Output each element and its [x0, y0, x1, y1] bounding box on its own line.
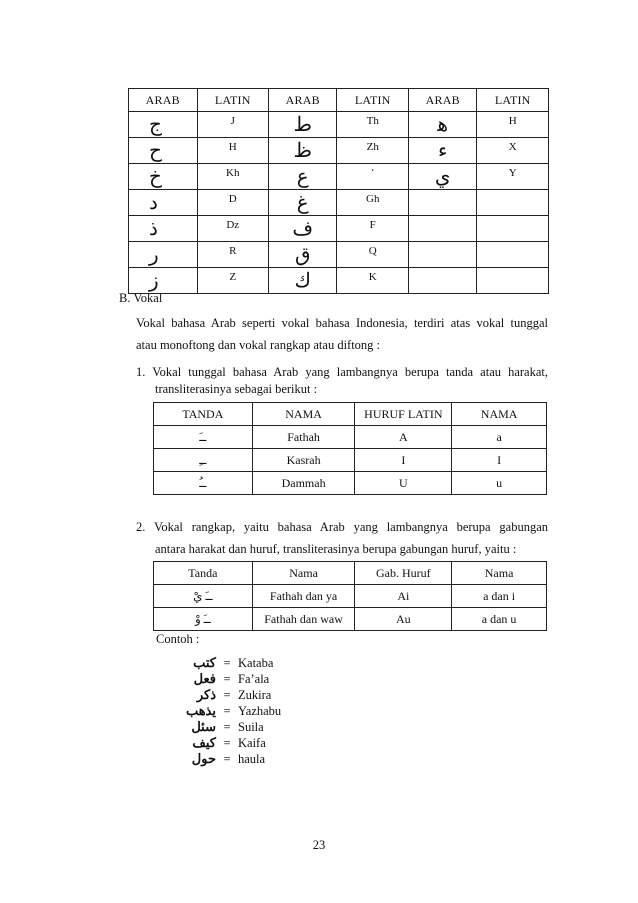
example-item	[170, 671, 269, 687]
table-row	[129, 138, 549, 164]
latin-cell: A	[355, 426, 452, 449]
equals-sign: =	[223, 720, 231, 734]
arabic-cell: ء	[408, 138, 477, 164]
name-cell: a dan i	[452, 585, 547, 608]
latin-cell: K	[337, 268, 408, 294]
table-row	[154, 426, 547, 449]
consonant-table	[128, 88, 549, 294]
empty-cell	[408, 190, 477, 216]
latin-cell: H	[477, 112, 549, 138]
latin-cell: I	[355, 449, 452, 472]
arabic-cell: ج	[129, 112, 198, 138]
harakat-cell: ــِ	[154, 449, 253, 472]
item-2-line-2: antara harakat dan huruf, transliterasinya berupa gabungan huruf, yaitu :	[155, 542, 517, 556]
example-latin: Yazhabu	[238, 704, 282, 718]
arabic-cell: ذ	[129, 216, 198, 242]
header-latin-1: LATIN	[197, 89, 268, 112]
example-latin: Kaifa	[238, 736, 266, 750]
empty-cell	[477, 190, 549, 216]
example-arabic: كتب	[193, 655, 216, 670]
name-cell: I	[452, 449, 547, 472]
header-nama-2: Nama	[452, 562, 547, 585]
name-cell: u	[452, 472, 547, 495]
header-arab-3: ARAB	[408, 89, 477, 112]
latin-cell: J	[197, 112, 268, 138]
diphthong-table-header	[154, 562, 547, 585]
latin-cell: Au	[355, 608, 452, 631]
table-row	[154, 585, 547, 608]
arabic-cell: ز	[129, 268, 198, 294]
equals-sign: =	[223, 656, 231, 670]
arabic-cell: ك	[268, 268, 337, 294]
name-cell: Kasrah	[252, 449, 355, 472]
empty-cell	[477, 242, 549, 268]
table-row	[129, 268, 549, 294]
arabic-cell: ق	[268, 242, 337, 268]
arabic-cell: ط	[268, 112, 337, 138]
table-row	[129, 216, 549, 242]
equals-sign: =	[223, 704, 231, 718]
example-item	[170, 655, 273, 671]
name-cell: Fathah dan ya	[252, 585, 355, 608]
single-vowel-table-header	[154, 403, 547, 426]
header-nama-2: NAMA	[452, 403, 547, 426]
example-arabic: يذهب	[185, 703, 216, 718]
table-row	[154, 472, 547, 495]
latin-cell: Z	[197, 268, 268, 294]
intro-line-2: atau monoftong dan vokal rangkap atau diftong :	[136, 338, 381, 352]
example-arabic: ذكر	[196, 687, 216, 702]
latin-cell: X	[477, 138, 549, 164]
arabic-cell: ر	[129, 242, 198, 268]
latin-cell: H	[197, 138, 268, 164]
example-latin: Fa’ala	[238, 672, 270, 686]
diphthong-table	[153, 561, 547, 631]
arabic-cell: ﮬ	[408, 112, 477, 138]
example-latin: Suila	[238, 720, 264, 734]
header-nama: Nama	[252, 562, 355, 585]
latin-cell: Y	[477, 164, 549, 190]
example-arabic: فعل	[193, 671, 216, 686]
latin-cell: Dz	[197, 216, 268, 242]
example-arabic: كيف	[192, 735, 216, 750]
latin-cell: U	[355, 472, 452, 495]
single-vowel-table	[153, 402, 547, 495]
latin-cell: '	[337, 164, 408, 190]
example-item	[170, 735, 266, 751]
equals-sign: =	[223, 752, 231, 766]
table-row	[154, 449, 547, 472]
example-latin: Zukira	[238, 688, 272, 702]
name-cell: Dammah	[252, 472, 355, 495]
harakat-cell: ــَ وْ	[154, 608, 253, 631]
header-arab-1: ARAB	[129, 89, 198, 112]
latin-cell: Zh	[337, 138, 408, 164]
contoh-label: Contoh :	[156, 632, 200, 646]
header-nama: NAMA	[252, 403, 355, 426]
header-tanda: Tanda	[154, 562, 253, 585]
harakat-cell: ــَ يْ	[154, 585, 253, 608]
arabic-cell: ي	[408, 164, 477, 190]
name-cell: a dan u	[452, 608, 547, 631]
example-item	[170, 719, 264, 735]
latin-cell: Q	[337, 242, 408, 268]
equals-sign: =	[223, 688, 231, 702]
header-latin-3: LATIN	[477, 89, 549, 112]
arabic-cell: غ	[268, 190, 337, 216]
example-latin: Kataba	[238, 656, 274, 670]
example-item	[170, 703, 281, 719]
harakat-cell: ــَ	[154, 426, 253, 449]
example-latin: haula	[238, 752, 266, 766]
header-tanda: TANDA	[154, 403, 253, 426]
arabic-cell: ف	[268, 216, 337, 242]
arabic-cell: ظ	[268, 138, 337, 164]
item-1-line-1: 1. Vokal tunggal bahasa Arab yang lambangnya berupa tanda atau harakat,	[136, 365, 548, 379]
table-row	[129, 190, 549, 216]
arabic-cell: خ	[129, 164, 198, 190]
example-item	[170, 687, 271, 703]
page-number: 23	[312, 838, 326, 852]
intro-line-1: Vokal bahasa Arab seperti vokal bahasa Indonesia, terdiri atas vokal tunggal	[136, 316, 548, 330]
latin-cell: Kh	[197, 164, 268, 190]
example-item	[170, 751, 265, 767]
empty-cell	[408, 242, 477, 268]
equals-sign: =	[223, 672, 231, 686]
equals-sign: =	[223, 736, 231, 750]
name-cell: Fathah	[252, 426, 355, 449]
latin-cell: Th	[337, 112, 408, 138]
header-latin-2: LATIN	[337, 89, 408, 112]
item-1-line-2: transliterasinya sebagai berikut :	[155, 382, 318, 396]
name-cell: Fathah dan waw	[252, 608, 355, 631]
table-row	[154, 608, 547, 631]
latin-cell: Gh	[337, 190, 408, 216]
header-gab-huruf: Gab. Huruf	[355, 562, 452, 585]
example-arabic: حول	[191, 751, 216, 766]
header-huruf-latin: HURUF LATIN	[355, 403, 452, 426]
example-arabic: سئل	[191, 719, 216, 734]
empty-cell	[477, 216, 549, 242]
arabic-cell: ح	[129, 138, 198, 164]
arabic-cell: د	[129, 190, 198, 216]
empty-cell	[408, 216, 477, 242]
harakat-cell: ــُ	[154, 472, 253, 495]
consonant-table-header	[129, 89, 549, 112]
table-row	[129, 112, 549, 138]
table-row	[129, 242, 549, 268]
header-arab-2: ARAB	[268, 89, 337, 112]
item-2-line-1: 2. Vokal rangkap, yaitu bahasa Arab yang lambangnya berupa gabungan	[136, 520, 548, 534]
latin-cell: R	[197, 242, 268, 268]
section-heading: B. Vokal	[119, 291, 163, 305]
empty-cell	[477, 268, 549, 294]
table-row	[129, 164, 549, 190]
arabic-cell: ع	[268, 164, 337, 190]
latin-cell: D	[197, 190, 268, 216]
empty-cell	[408, 268, 477, 294]
latin-cell: Ai	[355, 585, 452, 608]
name-cell: a	[452, 426, 547, 449]
latin-cell: F	[337, 216, 408, 242]
